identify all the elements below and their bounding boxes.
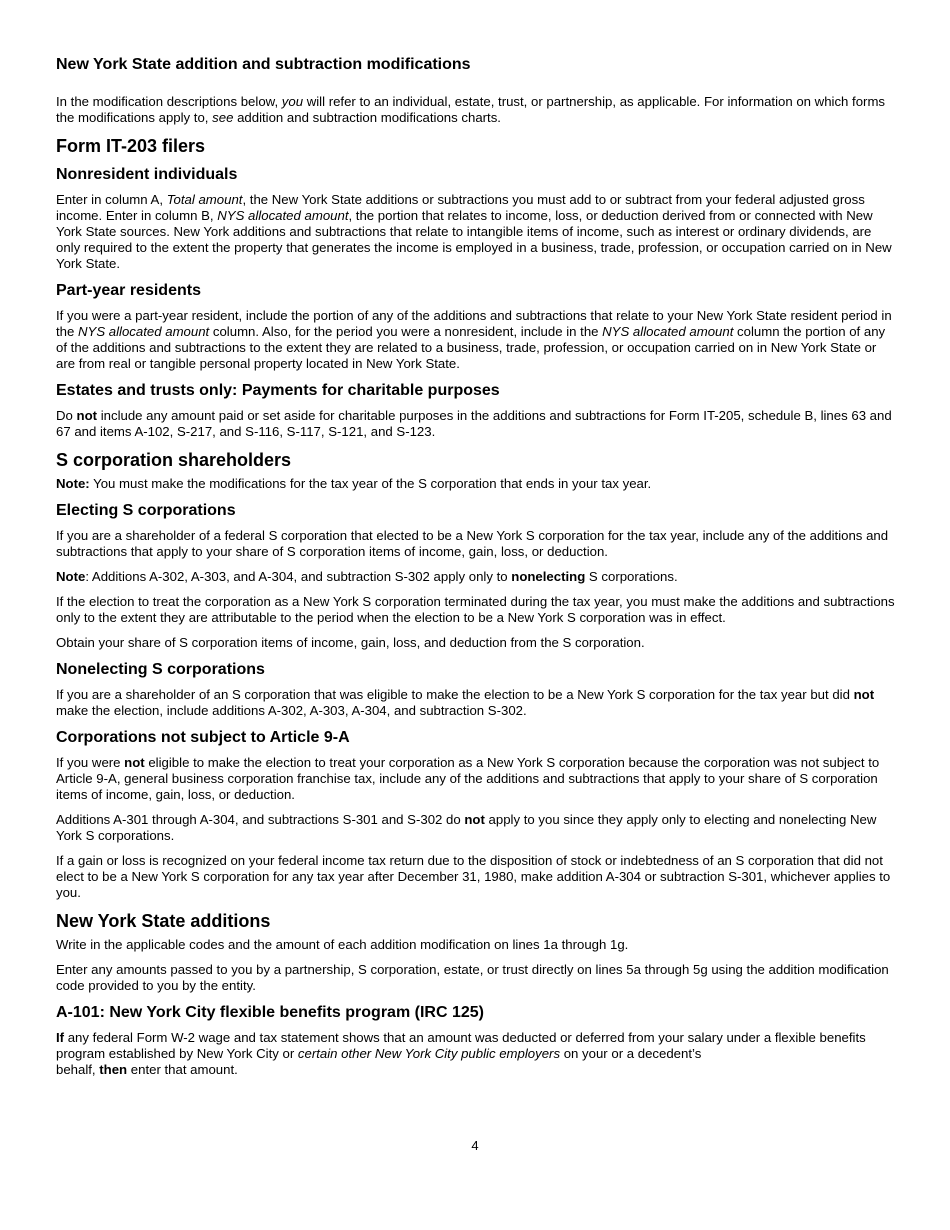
additions-paragraph-1: Write in the applicable codes and the amount of each addition modification on lines 1a through 1g.: [56, 937, 629, 952]
heading-corporations-not-subject-9a: Corporations not subject to Article 9-A: [56, 729, 350, 746]
heading-it203-filers: Form IT-203 filers: [56, 136, 206, 156]
heading-nonelecting-s-corporations: Nonelecting S corporations: [56, 661, 265, 678]
heading-nys-additions: New York State additions: [56, 911, 271, 931]
not9a-paragraph-2: Additions A-301 through A-304, and subtractions S-301 and S-302 do not apply to you since they apply only to electing and nonelecting New York S corporations.: [56, 812, 877, 843]
electing-paragraph-1: If you are a shareholder of a federal S corporation that elected to be a New York S corporation for the tax year, include any of the additions and subtractions that apply to your share of S corporation items of income, gain, loss, or deduction.: [56, 528, 889, 559]
heading-estates-trusts: Estates and trusts only: Payments for charitable purposes: [56, 382, 500, 399]
not9a-paragraph-1: If you were not eligible to make the election to treat your corporation as a New York S corporation because the corporation was not subject to Article 9-A, general business corporation franchise tax, include any of the additions and subtractions that apply to your share of S corporation items of income, gain, loss, or deduction.: [56, 755, 880, 802]
page-title: New York State addition and subtraction modifications: [56, 56, 471, 73]
electing-note: Note: Additions A-302, A-303, and A-304, and subtraction S-302 apply only to nonelecting S corporations.: [56, 569, 678, 584]
part-year-paragraph: If you were a part-year resident, include the portion of any of the additions and subtractions that relate to your New York State resident period in the NYS allocated amount column. Also, for the period you were a nonresident, include in the NYS allocated amount column the portion of any of the additions and subtractions to the extent they are related to a business, trade, profession, or occupation carried on in New York State or are from real or tangible personal property located in New York State.: [56, 308, 892, 371]
electing-paragraph-3: If the election to treat the corporation as a New York S corporation terminated during the tax year, you must make the additions and subtractions only to the extent they are attributable to the period when the election to be a New York S corporation was in effect.: [56, 594, 895, 625]
intro-paragraph: In the modification descriptions below, you will refer to an individual, estate, trust, or partnership, as applicable. For information on which forms the modifications apply to, see addition and subtraction modifications charts.: [56, 94, 886, 125]
heading-nonresident-individuals: Nonresident individuals: [56, 166, 238, 183]
electing-paragraph-4: Obtain your share of S corporation items of income, gain, loss, and deduction from the S corporation.: [56, 635, 645, 650]
additions-paragraph-2: Enter any amounts passed to you by a partnership, S corporation, estate, or trust directly on lines 5a through 5g using the addition modification code provided to you by the entity.: [56, 962, 889, 993]
nonelecting-paragraph: If you are a shareholder of an S corporation that was eligible to make the election to be a New York S corporation for the tax year but did not make the election, include additions A-302, A-303, A-304, and subtraction S-302.: [56, 687, 875, 718]
scorp-note: Note: You must make the modifications for the tax year of the S corporation that ends in your tax year.: [56, 476, 652, 491]
document-page: [56, 55, 896, 1087]
estates-paragraph: Do not include any amount paid or set aside for charitable purposes in the additions and subtractions for Form IT-205, schedule B, lines 63 and 67 and items A-102, S-217, and S-116, S-117, S-121, and S-123.: [56, 408, 892, 439]
heading-s-corporation-shareholders: S corporation shareholders: [56, 450, 292, 470]
heading-part-year-residents: Part-year residents: [56, 282, 201, 299]
a101-paragraph: If any federal Form W-2 wage and tax statement shows that an amount was deducted or deferred from your salary under a flexible benefits program established by New York City or certain other New York City public employers on your or a decedent’s behalf, then enter that amount.: [56, 1030, 866, 1077]
page-number: 4: [471, 1138, 479, 1153]
not9a-paragraph-3: If a gain or loss is recognized on your federal income tax return due to the disposition of stock or indebtedness of an S corporation that did not elect to be a New York S corporation for any tax year after December 31, 1980, make addition A-304 or subtraction S-301, whichever applies to you.: [56, 853, 891, 900]
heading-a101: A-101: New York City flexible benefits program (IRC 125): [56, 1004, 484, 1021]
nonresident-paragraph: Enter in column A, Total amount, the New York State additions or subtractions you must add to or subtract from your federal adjusted gross income. Enter in column B, NYS allocated amount, the portion that relates to income, loss, or deduction derived from or connected with New York State sources. New York additions and subtractions that relate to intangible items of income, such as interest or ordinary dividends, are only required to the extent the property that generates the income is employed in a business, trade, profession, or occupation carried on in New York State.: [56, 192, 892, 271]
heading-electing-s-corporations: Electing S corporations: [56, 502, 236, 519]
